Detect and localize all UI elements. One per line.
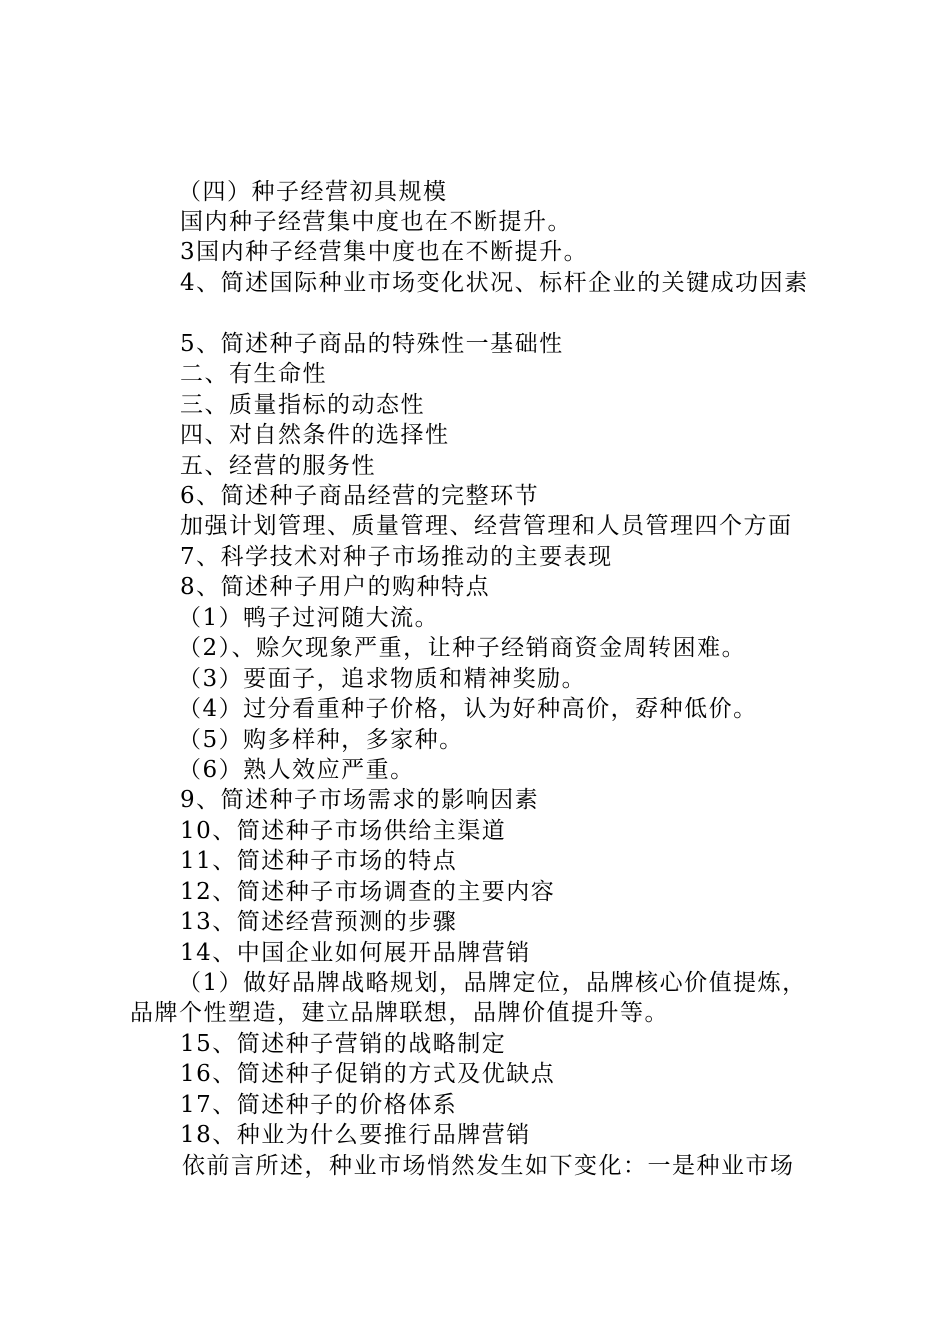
body-text: 依前言所述，种业市场悄然发生如下变化：一是种业市场 [182,1153,795,1179]
body-text: 品牌个性塑造，建立品牌联想，品牌价值提升等。 [130,1000,669,1026]
question-item: 14、中国企业如何展开品牌营销 [180,940,531,966]
body-text: 国内种子经营集中度也在不断提升。 [180,209,572,235]
question-item: 12、简述种子市场调查的主要内容 [180,879,556,905]
list-item: （1）鸭子过河随大流。 [178,605,440,631]
question-item: 6、简述种子商品经营的完整环节 [180,483,540,509]
question-item: 13、简述经营预测的步骤 [180,909,458,935]
question-item: 16、简述种子促销的方式及优缺点 [180,1061,556,1087]
body-text: 加强计划管理、质量管理、经营管理和人员管理四个方面 [180,513,793,539]
list-item: 五、经营的服务性 [180,453,376,479]
section-heading: （四）种子经营初具规模 [178,179,448,205]
list-item: （4）过分看重种子价格，认为好种高价，孬种低价。 [178,696,758,722]
question-item: 8、简述种子用户的购种特点 [180,574,491,600]
question-item: 5、简述种子商品的特殊性一基础性 [180,331,564,357]
list-item: （3）要面子，追求物质和精神奖励。 [178,666,587,692]
body-text: 3国内种子经营集中度也在不断提升。 [180,239,589,265]
list-item: （5）购多样种，多家种。 [178,727,464,753]
question-item: 15、简述种子营销的战略制定 [180,1031,507,1057]
question-item: 4、简述国际种业市场变化状况、标杆企业的关键成功因素 [180,270,809,296]
list-item: （1）做好品牌战略规划，品牌定位，品牌核心价值提炼， [178,970,807,996]
question-item: 9、简述种子市场需求的影响因素 [180,787,540,813]
list-item: （2）、赊欠现象严重，让种子经销商资金周转困难。 [178,635,747,661]
list-item: 三、质量指标的动态性 [180,392,425,418]
list-item: 四、对自然条件的选择性 [180,422,450,448]
question-item: 7、科学技术对种子市场推动的主要表现 [180,544,613,570]
question-item: 11、简述种子市场的特点 [180,848,458,874]
question-item: 18、种业为什么要推行品牌营销 [180,1122,531,1148]
question-item: 17、简述种子的价格体系 [180,1092,458,1118]
list-item: 二、有生命性 [180,361,327,387]
list-item: （6）熟人效应严重。 [178,757,415,783]
question-item: 10、简述种子市场供给主渠道 [180,818,507,844]
